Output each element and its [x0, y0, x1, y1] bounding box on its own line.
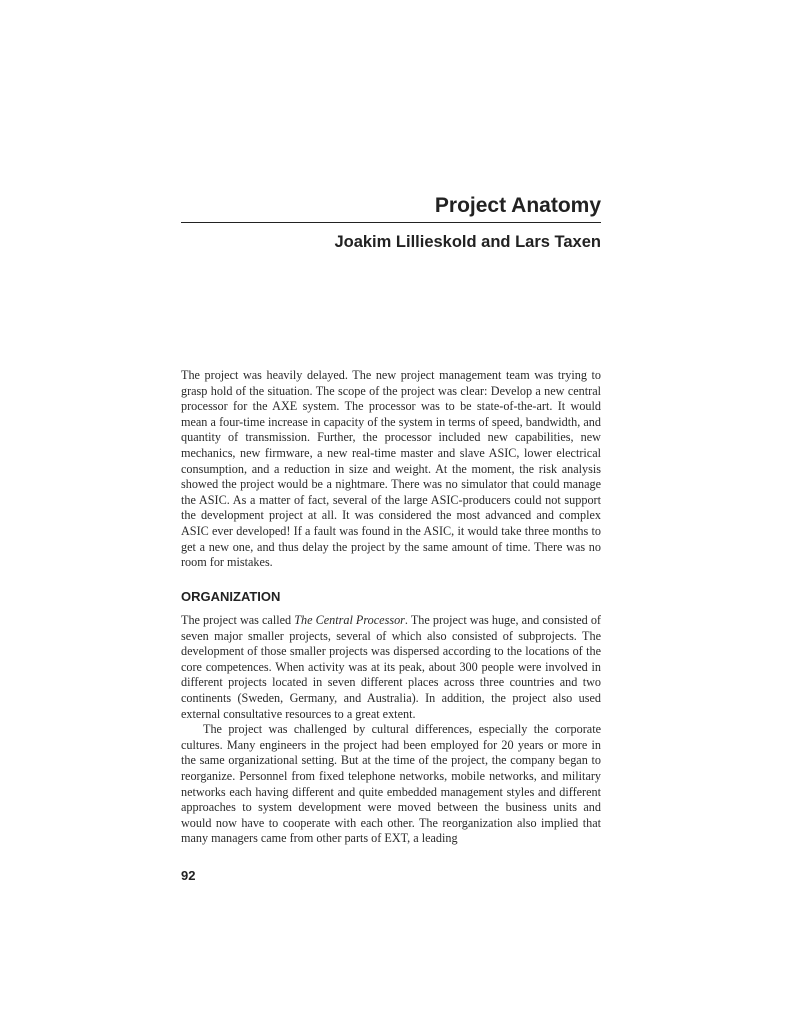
intro-paragraph: The project was heavily delayed. The new project management team was trying to grasp hold of the situation. The scope of the project was clear: Develop a new central processor for the AXE system. The processor was to be state-of-the-art. It would mean a four-time increase in capacity of the system in terms of speed, bandwidth, and quantity of transmission. Further, the processor included new capabilities, new mechanics, new firmware, a new real-time master and slave ASIC, lower electrical consumption, and a reduction in size and weight. At the moment, the risk analysis showed the project would be a nightmare. There was no simulator that could manage the ASIC. As a matter of fact, several of the large ASIC-producers could not support the development project at all. It was considered the most advanced and complex ASIC ever developed! If a fault was found in the ASIC, it would take three months to get a new one, and thus delay the project by the same amount of time. There was no room for mistakes. [181, 368, 601, 570]
intro-section [181, 368, 601, 571]
organization-p1-start: The project was called [181, 613, 295, 627]
organization-section [181, 613, 601, 847]
organization-p1-end: . The project was huge, and consisted of seven major smaller projects, several of which also consisted of subprojects. The development of those smaller projects was dispersed according to the locations of the core competences. When activity was at its peak, about 300 people were involved in different projects located in seven different places across three countries and two continents (Sweden, Germany, and Australia). In addition, the project also used external consultative resources to a great extent. [181, 613, 601, 721]
chapter-title: Project Anatomy [434, 194, 601, 217]
organization-paragraph-1 [181, 613, 601, 722]
page-number: 92 [181, 868, 196, 883]
chapter-authors: Joakim Lillieskold and Lars Taxen [334, 233, 601, 251]
project-name-italic: The Central Processor [294, 613, 405, 627]
organization-paragraph-2: The project was challenged by cultural differences, especially the corporate cultures. Many engineers in the project had been employed for 20 years or more in the same organizational setting. But at the time of the project, the company began to reorganize. Personnel from fixed telephone networks, mobile networks, and military networks each having different and quite embedded management styles and different approaches to system development were moved between the business units and would now have to cooperate with each other. The reorganization also implied that many managers came from other parts of EXT, a leading [181, 722, 601, 846]
title-divider [181, 222, 601, 223]
section-heading-organization: ORGANIZATION [181, 589, 281, 604]
